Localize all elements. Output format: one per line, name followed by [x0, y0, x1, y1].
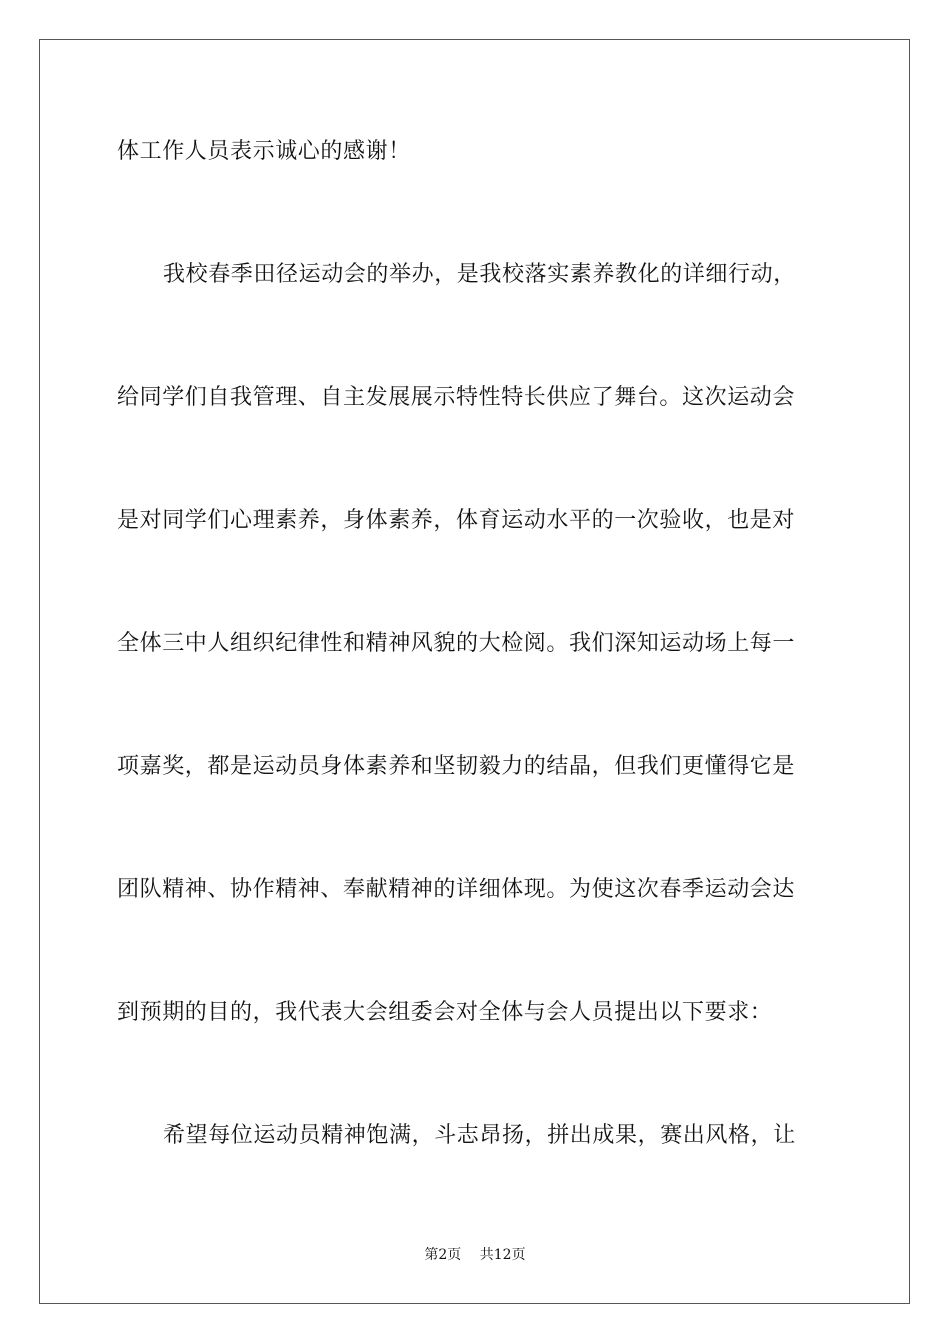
text-line: 是对同学们心理素养，身体素养，体育运动水平的一次验收，也是对: [117, 508, 796, 533]
page-total: 共12页: [479, 1247, 526, 1263]
page-footer: [0, 1247, 950, 1263]
text-line: 团队精神、协作精神、奉献精神的详细体现。为使这次春季运动会达: [117, 877, 796, 902]
paragraph-start-line: 我校春季田径运动会的举办，是我校落实素养教化的详细行动，: [163, 262, 796, 287]
text-line: 到预期的目的，我代表大会组委会对全体与会人员提出以下要求：: [117, 1000, 773, 1025]
page-number: 第2页: [424, 1247, 462, 1263]
text-line: 项嘉奖，都是运动员身体素养和坚韧毅力的结晶，但我们更懂得它是: [117, 754, 796, 779]
page-frame: [39, 39, 910, 1304]
text-line: 体工作人员表示诚心的感谢！: [117, 139, 411, 164]
text-line: 全体三中人组织纪律性和精神风貌的大检阅。我们深知运动场上每一: [117, 631, 796, 656]
text-line: 给同学们自我管理、自主发展展示特性特长供应了舞台。这次运动会: [117, 385, 796, 410]
paragraph-start-line: 希望每位运动员精神饱满，斗志昂扬，拼出成果，赛出风格，让: [163, 1123, 796, 1148]
